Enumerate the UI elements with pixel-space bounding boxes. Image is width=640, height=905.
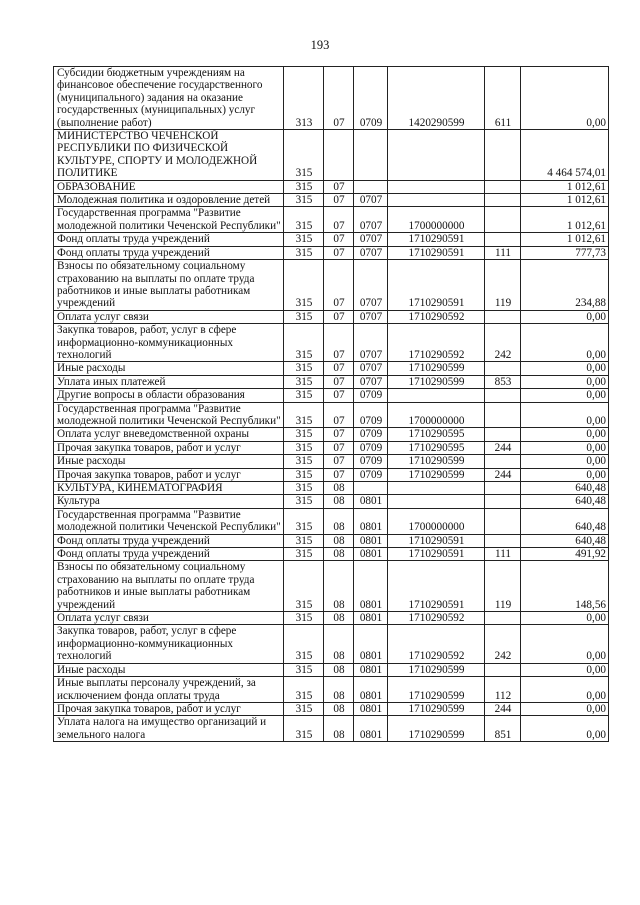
row-target-article-code: 1710290595	[388, 428, 485, 441]
table-row	[54, 207, 609, 233]
row-target-article-code: 1710290599	[388, 716, 485, 742]
row-grbs-code: 315	[284, 702, 324, 715]
table-row	[54, 702, 609, 715]
row-name: Иные расходы	[54, 663, 284, 676]
row-grbs-code: 315	[284, 428, 324, 441]
row-section-code: 08	[324, 677, 354, 703]
row-target-article-code: 1710290591	[388, 534, 485, 547]
row-grbs-code: 315	[284, 441, 324, 454]
row-expense-type-code	[485, 402, 521, 428]
row-section-code	[324, 130, 354, 181]
row-expense-type-code	[485, 508, 521, 534]
row-grbs-code: 315	[284, 534, 324, 547]
row-expense-type-code: 244	[485, 441, 521, 454]
row-subsection-code: 0801	[354, 702, 388, 715]
table-row	[54, 324, 609, 362]
row-expense-type-code	[485, 663, 521, 676]
row-section-code: 07	[324, 375, 354, 388]
row-amount: 0,00	[521, 389, 609, 402]
row-target-article-code: 1710290591	[388, 548, 485, 561]
row-expense-type-code	[485, 612, 521, 625]
row-target-article-code: 1710290591	[388, 260, 485, 311]
row-section-code: 08	[324, 625, 354, 663]
row-section-code: 08	[324, 702, 354, 715]
row-expense-type-code	[485, 194, 521, 207]
row-section-code: 08	[324, 716, 354, 742]
table-row	[54, 495, 609, 508]
row-subsection-code: 0709	[354, 455, 388, 468]
row-grbs-code: 315	[284, 260, 324, 311]
row-name: ОБРАЗОВАНИЕ	[54, 180, 284, 193]
row-expense-type-code	[485, 233, 521, 246]
row-target-article-code: 1710290591	[388, 246, 485, 259]
row-name: Оплата услуг вневедомственной охраны	[54, 428, 284, 441]
table-row	[54, 67, 609, 130]
row-subsection-code: 0707	[354, 260, 388, 311]
row-subsection-code: 0707	[354, 310, 388, 323]
row-amount: 640,48	[521, 495, 609, 508]
row-target-article-code: 1710290599	[388, 362, 485, 375]
row-subsection-code: 0709	[354, 441, 388, 454]
row-expense-type-code: 119	[485, 561, 521, 612]
row-grbs-code: 315	[284, 246, 324, 259]
row-grbs-code: 315	[284, 194, 324, 207]
row-grbs-code: 315	[284, 233, 324, 246]
table-row	[54, 534, 609, 547]
row-grbs-code: 315	[284, 310, 324, 323]
row-subsection-code: 0709	[354, 67, 388, 130]
table-row	[54, 625, 609, 663]
row-name: Фонд оплаты труда учреждений	[54, 246, 284, 259]
row-amount: 0,00	[521, 324, 609, 362]
row-amount: 1 012,61	[521, 180, 609, 193]
row-amount: 0,00	[521, 612, 609, 625]
table-row	[54, 441, 609, 454]
row-expense-type-code: 611	[485, 67, 521, 130]
table-row	[54, 561, 609, 612]
row-grbs-code: 315	[284, 207, 324, 233]
row-target-article-code: 1710290599	[388, 455, 485, 468]
table-row	[54, 455, 609, 468]
row-name: Фонд оплаты труда учреждений	[54, 233, 284, 246]
row-grbs-code: 315	[284, 130, 324, 181]
row-subsection-code: 0707	[354, 207, 388, 233]
table-row	[54, 428, 609, 441]
row-section-code: 07	[324, 441, 354, 454]
row-name: Иные выплаты персоналу учреждений, за исключением фонда оплаты труда	[54, 677, 284, 703]
row-expense-type-code	[485, 482, 521, 495]
row-subsection-code: 0707	[354, 362, 388, 375]
row-expense-type-code: 244	[485, 468, 521, 481]
row-expense-type-code	[485, 362, 521, 375]
row-amount: 0,00	[521, 310, 609, 323]
row-grbs-code: 315	[284, 455, 324, 468]
row-amount: 0,00	[521, 468, 609, 481]
row-grbs-code: 315	[284, 324, 324, 362]
row-section-code: 07	[324, 233, 354, 246]
row-name: Взносы по обязательному социальному страхованию на выплаты по оплате труда работников и иные выплаты работникам учреждений	[54, 561, 284, 612]
row-grbs-code: 315	[284, 561, 324, 612]
row-grbs-code: 315	[284, 663, 324, 676]
row-grbs-code: 315	[284, 495, 324, 508]
table-row	[54, 482, 609, 495]
row-target-article-code	[388, 180, 485, 193]
row-expense-type-code: 853	[485, 375, 521, 388]
row-amount: 0,00	[521, 716, 609, 742]
table-row	[54, 663, 609, 676]
table-row	[54, 362, 609, 375]
row-section-code: 08	[324, 534, 354, 547]
row-name: Уплата иных платежей	[54, 375, 284, 388]
row-subsection-code: 0801	[354, 534, 388, 547]
row-name: Фонд оплаты труда учреждений	[54, 548, 284, 561]
row-name: Уплата налога на имущество организаций и земельного налога	[54, 716, 284, 742]
row-subsection-code: 0801	[354, 612, 388, 625]
table-row	[54, 612, 609, 625]
row-amount: 148,56	[521, 561, 609, 612]
row-subsection-code: 0801	[354, 548, 388, 561]
row-name: Оплата услуг связи	[54, 612, 284, 625]
row-expense-type-code: 851	[485, 716, 521, 742]
row-grbs-code: 315	[284, 612, 324, 625]
budget-table-body	[54, 67, 609, 742]
table-row	[54, 260, 609, 311]
row-section-code: 07	[324, 260, 354, 311]
row-amount: 234,88	[521, 260, 609, 311]
row-amount: 640,48	[521, 508, 609, 534]
row-expense-type-code: 242	[485, 324, 521, 362]
table-row	[54, 233, 609, 246]
row-grbs-code: 315	[284, 468, 324, 481]
row-section-code: 08	[324, 548, 354, 561]
row-target-article-code: 1710290599	[388, 702, 485, 715]
row-target-article-code: 1710290599	[388, 375, 485, 388]
row-grbs-code: 313	[284, 67, 324, 130]
row-expense-type-code	[485, 455, 521, 468]
page-number: 193	[310, 38, 330, 52]
row-expense-type-code	[485, 428, 521, 441]
table-row	[54, 677, 609, 703]
row-expense-type-code: 111	[485, 246, 521, 259]
row-subsection-code: 0801	[354, 625, 388, 663]
row-section-code: 07	[324, 362, 354, 375]
row-section-code: 07	[324, 455, 354, 468]
row-section-code: 07	[324, 180, 354, 193]
row-target-article-code: 1700000000	[388, 402, 485, 428]
row-subsection-code: 0709	[354, 428, 388, 441]
row-name: Оплата услуг связи	[54, 310, 284, 323]
row-subsection-code: 0709	[354, 468, 388, 481]
table-row	[54, 548, 609, 561]
row-grbs-code: 315	[284, 389, 324, 402]
row-grbs-code: 315	[284, 375, 324, 388]
row-subsection-code	[354, 482, 388, 495]
row-name: Взносы по обязательному социальному страхованию на выплаты по оплате труда работников и иные выплаты работникам учреждений	[54, 260, 284, 311]
table-row	[54, 310, 609, 323]
row-section-code: 08	[324, 612, 354, 625]
row-expense-type-code	[485, 207, 521, 233]
row-subsection-code: 0707	[354, 246, 388, 259]
row-grbs-code: 315	[284, 677, 324, 703]
row-section-code: 07	[324, 67, 354, 130]
row-name: Иные расходы	[54, 362, 284, 375]
row-subsection-code: 0709	[354, 402, 388, 428]
row-section-code: 07	[324, 389, 354, 402]
row-section-code: 07	[324, 194, 354, 207]
row-section-code: 08	[324, 663, 354, 676]
row-amount: 0,00	[521, 663, 609, 676]
row-subsection-code: 0707	[354, 324, 388, 362]
row-subsection-code: 0707	[354, 194, 388, 207]
row-amount: 0,00	[521, 362, 609, 375]
row-expense-type-code	[485, 389, 521, 402]
row-section-code: 07	[324, 324, 354, 362]
row-target-article-code: 1710290599	[388, 663, 485, 676]
row-amount: 0,00	[521, 375, 609, 388]
row-subsection-code: 0707	[354, 233, 388, 246]
row-section-code: 08	[324, 561, 354, 612]
table-row	[54, 468, 609, 481]
row-section-code: 07	[324, 402, 354, 428]
row-subsection-code: 0709	[354, 389, 388, 402]
row-target-article-code: 1710290595	[388, 441, 485, 454]
row-amount: 777,73	[521, 246, 609, 259]
row-target-article-code: 1420290599	[388, 67, 485, 130]
row-target-article-code	[388, 482, 485, 495]
row-section-code: 08	[324, 495, 354, 508]
row-target-article-code: 1710290592	[388, 324, 485, 362]
row-section-code: 07	[324, 310, 354, 323]
row-section-code: 08	[324, 482, 354, 495]
row-subsection-code: 0801	[354, 663, 388, 676]
row-expense-type-code: 119	[485, 260, 521, 311]
table-row	[54, 389, 609, 402]
row-amount: 0,00	[521, 441, 609, 454]
row-subsection-code	[354, 130, 388, 181]
table-row	[54, 180, 609, 193]
row-expense-type-code	[485, 534, 521, 547]
row-expense-type-code: 112	[485, 677, 521, 703]
row-subsection-code: 0801	[354, 716, 388, 742]
row-amount: 4 464 574,01	[521, 130, 609, 181]
row-grbs-code: 315	[284, 716, 324, 742]
table-row	[54, 508, 609, 534]
row-grbs-code: 315	[284, 180, 324, 193]
row-target-article-code: 1710290591	[388, 561, 485, 612]
row-amount: 640,48	[521, 482, 609, 495]
row-amount: 1 012,61	[521, 233, 609, 246]
row-target-article-code	[388, 130, 485, 181]
row-name: Закупка товаров, работ, услуг в сфере информационно-коммуникационных технологий	[54, 324, 284, 362]
row-name: Культура	[54, 495, 284, 508]
row-section-code: 08	[324, 508, 354, 534]
row-amount: 0,00	[521, 702, 609, 715]
row-expense-type-code: 111	[485, 548, 521, 561]
row-name: КУЛЬТУРА, КИНЕМАТОГРАФИЯ	[54, 482, 284, 495]
row-expense-type-code: 244	[485, 702, 521, 715]
row-grbs-code: 315	[284, 402, 324, 428]
row-target-article-code	[388, 194, 485, 207]
table-row	[54, 194, 609, 207]
row-amount: 1 012,61	[521, 207, 609, 233]
row-name: Субсидии бюджетным учреждениям на финансовое обеспечение государственного (муниципального) задания на оказание государственных (муниципальных) услуг (выполнение работ)	[54, 67, 284, 130]
row-expense-type-code	[485, 130, 521, 181]
row-name: Прочая закупка товаров, работ и услуг	[54, 468, 284, 481]
row-grbs-code: 315	[284, 362, 324, 375]
row-expense-type-code: 242	[485, 625, 521, 663]
row-target-article-code: 1710290592	[388, 625, 485, 663]
row-section-code: 07	[324, 246, 354, 259]
row-amount: 1 012,61	[521, 194, 609, 207]
row-target-article-code: 1700000000	[388, 508, 485, 534]
row-expense-type-code	[485, 180, 521, 193]
table-row	[54, 375, 609, 388]
row-target-article-code: 1710290599	[388, 468, 485, 481]
row-amount: 0,00	[521, 402, 609, 428]
row-target-article-code: 1710290592	[388, 612, 485, 625]
row-section-code: 07	[324, 207, 354, 233]
row-grbs-code: 315	[284, 548, 324, 561]
row-name: Государственная программа "Развитие молодежной политики Чеченской Республики"	[54, 402, 284, 428]
row-amount: 640,48	[521, 534, 609, 547]
row-subsection-code: 0801	[354, 561, 388, 612]
row-amount: 491,92	[521, 548, 609, 561]
row-target-article-code: 1710290591	[388, 233, 485, 246]
row-target-article-code: 1700000000	[388, 207, 485, 233]
row-name: Другие вопросы в области образования	[54, 389, 284, 402]
row-expense-type-code	[485, 310, 521, 323]
row-subsection-code: 0801	[354, 495, 388, 508]
table-row	[54, 402, 609, 428]
row-amount: 0,00	[521, 428, 609, 441]
row-name: Закупка товаров, работ, услуг в сфере информационно-коммуникационных технологий	[54, 625, 284, 663]
row-expense-type-code	[485, 495, 521, 508]
table-row	[54, 716, 609, 742]
row-subsection-code	[354, 180, 388, 193]
budget-table	[53, 66, 609, 742]
row-target-article-code: 1710290592	[388, 310, 485, 323]
row-section-code: 07	[324, 468, 354, 481]
row-name: Фонд оплаты труда учреждений	[54, 534, 284, 547]
row-grbs-code: 315	[284, 482, 324, 495]
row-subsection-code: 0707	[354, 375, 388, 388]
row-name: Прочая закупка товаров, работ и услуг	[54, 441, 284, 454]
row-target-article-code	[388, 495, 485, 508]
row-name: Государственная программа "Развитие молодежной политики Чеченской Республики"	[54, 508, 284, 534]
row-amount: 0,00	[521, 67, 609, 130]
row-subsection-code: 0801	[354, 677, 388, 703]
row-name: Иные расходы	[54, 455, 284, 468]
row-amount: 0,00	[521, 625, 609, 663]
row-amount: 0,00	[521, 677, 609, 703]
row-target-article-code	[388, 389, 485, 402]
row-section-code: 07	[324, 428, 354, 441]
row-name: Молодежная политика и оздоровление детей	[54, 194, 284, 207]
row-target-article-code: 1710290599	[388, 677, 485, 703]
row-grbs-code: 315	[284, 508, 324, 534]
row-grbs-code: 315	[284, 625, 324, 663]
table-row	[54, 130, 609, 181]
row-amount: 0,00	[521, 455, 609, 468]
row-name: Государственная программа "Развитие молодежной политики Чеченской Республики"	[54, 207, 284, 233]
table-row	[54, 246, 609, 259]
row-name: Прочая закупка товаров, работ и услуг	[54, 702, 284, 715]
row-subsection-code: 0801	[354, 508, 388, 534]
row-name: МИНИСТЕРСТВО ЧЕЧЕНСКОЙ РЕСПУБЛИКИ ПО ФИЗИЧЕСКОЙ КУЛЬТУРЕ, СПОРТУ И МОЛОДЕЖНОЙ ПОЛИТИКЕ	[54, 130, 284, 181]
